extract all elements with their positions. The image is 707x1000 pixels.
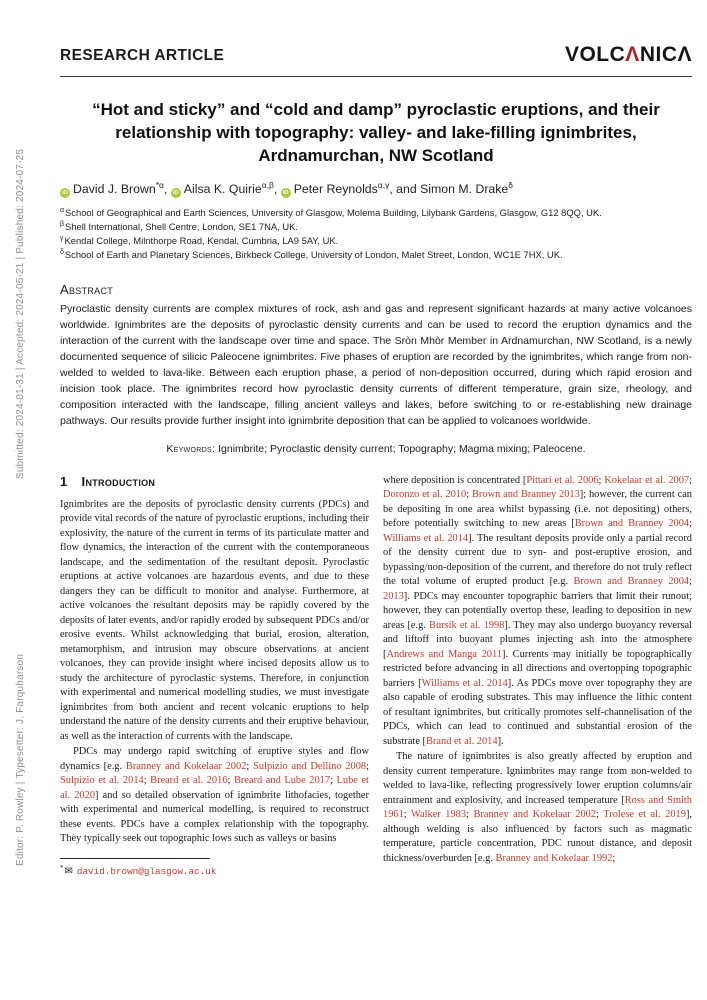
body-text: ; (227, 775, 234, 787)
citation-link[interactable]: Lube et al. 2020 (60, 775, 369, 801)
body-text: ; (689, 518, 692, 530)
body-text: ; (403, 809, 411, 821)
body-text: ]. The resultant deposits provide only a partial record of the density current due to syn- and post-eruptive erosion, and bypassing/non-deposition of the current, and therefore do not truly reflect the total volume of erupted product [e.g. (383, 532, 692, 588)
author-name: Peter Reynolds (293, 182, 378, 197)
article-type-label: RESEARCH ARTICLE (60, 47, 225, 64)
citation-link[interactable]: Sulpizio and Dellino 2008 (253, 760, 367, 772)
author-separator: , and (389, 182, 421, 197)
body-text: ]. (497, 735, 504, 747)
citation-link[interactable]: Breard et al. 2016 (150, 775, 228, 787)
affiliation-line: $^\alpha$School of Geographical and Earth Sciences, University of Glasgow, Molema Building, Lilybank Gardens, Glasgow, G12 8QQ, UK. (60, 207, 602, 219)
body-text: ; (612, 852, 616, 864)
citation-link[interactable]: Branney and Kokelaar 2002 (473, 809, 597, 821)
citation-link[interactable]: Brown and Branney 2013 (472, 489, 580, 501)
body-text: where deposition is concentrated [ (383, 474, 527, 486)
keywords-line (60, 443, 692, 455)
body-text: ]. As PDCs move over topography they are also capable of eroding substrates. This may influence the lithic content of resultant ignimbrites, but critically promotes self-channelisation of the PDCs, which can lead to continued and substantial erosion of the substrate [ (383, 677, 692, 747)
body-text: ; (366, 760, 369, 772)
body-text: ; (330, 775, 337, 787)
body-text: ; (466, 809, 474, 821)
citation-link[interactable]: Brown and Branney 2004 (574, 518, 690, 530)
orcid-icon[interactable]: iD (60, 188, 70, 198)
corresponding-author-footnote (60, 858, 369, 877)
citation-link[interactable]: Doronzo et al. 2010 (383, 489, 467, 501)
body-text: Ignimbrites are the deposits of pyroclastic density currents (PDCs) and provide vital records of the nature of pyroclastic eruptions, including their explosivity, the nature of the current in terms of its particulate matter and flow dynamics, the interaction of the current with the contemporaneous landscape, and the sedimentation of the resultant deposit. Pyroclastic eruptions at active volcanoes are hazardous events, and due to these dangers they can be difficult to monitor and analyse. Furthermore, at active volcanoes the resultant deposits may be rapidly covered by the deposits of later events, and/or rapidly eroded by subsequent PDCs and/or erosive events. Whilst acknowledging that burial, erosion, alteration, metamorphism, and intrusion may obscure observations at ancient volcanoes, they can provide insight where incised deposits allow us to study the architecture of pyroclastic systems. Therefore, in conjunction with experimental and numerical modelling studies, we must investigate ignimbrites from both ancient and recent volcanic eruptions to help understand the nature of the density currents and their eruptive behaviour, as well as the interaction of currents with the landscape. (60, 498, 369, 742)
affiliation-line: $^\beta$Shell International, Shell Centre, London, SE1 7NA, UK. (60, 221, 298, 233)
orcid-icon[interactable]: iD (171, 188, 181, 198)
paragraph (60, 745, 369, 847)
body-text: ]. Currents may initially be topographically restricted before advancing in all directions and overtopping topographic barriers [ (383, 648, 693, 689)
body-text: ]. PDCs may encounter topographic barriers that limit their runout; however, they can potentially overtop these, leading to deposition in new areas [e.g. (383, 590, 692, 631)
abstract-heading: Abstract (60, 281, 114, 297)
citation-link[interactable]: Pittari et al. 2006 (526, 474, 599, 486)
section-number: 1 (60, 473, 68, 489)
paper-title: “Hot and sticky” and “cold and damp” pyroclastic eruptions, and their relationship with topography: valley- and lake-filling ignimbrites, Ardnamurchan, NW Scotland (92, 100, 660, 165)
author-affiliation-superscript: α,β (261, 180, 274, 190)
citation-link[interactable]: Brand et al. 2014 (426, 735, 498, 747)
paragraph (383, 750, 692, 866)
paragraph (383, 474, 692, 750)
footnote-marker: * (60, 863, 64, 872)
affiliation-line: $^\delta$School of Earth and Planetary Sciences, Birkbeck College, University of London, Malet Street, London, WC1E 7HX, UK. (60, 249, 563, 261)
orcid-icon[interactable]: iD (281, 188, 291, 198)
citation-link[interactable]: Branney and Kokelaar 1992 (495, 852, 613, 864)
citation-link[interactable]: Ross and Smith 1961 (383, 794, 692, 821)
body-text: PDCs may undergo rapid switching of eruptive styles and flow dynamics [e.g. (60, 746, 369, 772)
corresponding-author-email[interactable]: david.brown@glasgow.ac.uk (76, 865, 217, 877)
submission-dates: Submitted: 2024-01-31 | Accepted: 2024-05-21 | Published: 2024-07-25 (15, 148, 26, 479)
author-name: Ailsa K. Quirie (183, 182, 262, 197)
citation-link[interactable]: Williams et al. 2014 (383, 532, 469, 544)
body-text: ; (689, 474, 692, 486)
affiliation-line: $^\gamma$Kendal College, Milnthorpe Road, Kendal, Cumbria, LA9 5AY, UK. (60, 235, 339, 247)
body-text: ; (143, 775, 151, 787)
paragraph (60, 498, 369, 745)
citation-link[interactable]: Trolese et al. 2019 (603, 809, 686, 821)
body-text: ; (689, 576, 693, 588)
left-column (60, 474, 369, 877)
body-text: ]; however, the current can be depositing in one area whilst bypassing (i.e. not depositing) others, before potentially switching to new areas [ (383, 489, 692, 530)
footnote-rule (60, 858, 210, 859)
affiliations (60, 205, 692, 262)
body-text: The nature of ignimbrites is also greatly affected by eruption and density current temperature. Ignimbrites may range from non-welded to welded to lava-like, reflecting progressively lower eruption columns/air entrainment and explosivity, and increased temperature [ (383, 751, 692, 806)
editor-typesetter-credits: Editor: P. Rowley | Typesetter: J. Farquharson (15, 653, 26, 866)
body-text: ; (246, 760, 254, 772)
author-affiliation-superscript: *α (155, 180, 164, 190)
logo-red-lambda: Λ (625, 43, 640, 66)
citation-link[interactable]: Walker 1983 (411, 809, 467, 821)
author-name: David J. Brown (73, 182, 156, 197)
abstract-text: Pyroclastic density currents are complex mixtures of rock, ash and gas and represent significant hazards at many active volcanoes worldwide. Ignimbrites are the deposits of pyroclastic density currents and can be used to record the eruption dynamics and the interaction of the current with the landscape over time and space. The Sròn Mhòr Member in Ardnamurchan, NW Scotland, is a newly documented sequence of silicic Paleocene ignimbrites. Five phases of eruption are recorded by the ignimbrites, which range from non-welded to welded to lava-like. Between each eruption phase, a period of non-deposition occurred, during which rapid erosion and incision took place. The ignimbrites record how pyroclastic density currents of different temperature, grain size, rheology, and composition interacted with the landscape, filling ancient valleys and lakes, before switching to or re-establishing new drainage pathways. Our results provide further insight into ignimbrite deposition that can be applied to volcanoes worldwide. (60, 302, 692, 427)
journal-header (60, 44, 692, 77)
keywords-text: Ignimbrite; Pyroclastic density current; Topography; Magma mixing; Paleocene. (215, 442, 586, 455)
body-text: ] and so detailed observation of ignimbrite lithofacies, together with experimental and numerical modelling, is required to reconstruct these events. PDCs have a complex relationship with the topography. They typically seek out topographic lows such as valleys or basins (60, 789, 369, 845)
body-text: ], although welding is also influenced by factors such as magmatic temperature, particle concentration, PDC runout distance, and deposit thickness/overburden [e.g. (383, 809, 693, 864)
citation-link[interactable]: Sulpizio et al. 2014 (60, 775, 144, 787)
citation-link[interactable]: Bursik et al. 1998 (429, 619, 505, 631)
body-columns (60, 474, 692, 877)
citation-link[interactable]: Breard and Lube 2017 (233, 775, 331, 787)
citation-link[interactable]: Brown and Branney 2004 (573, 576, 690, 588)
author-separator: , (273, 182, 281, 197)
section-1-heading (60, 474, 369, 489)
body-text: ]. They may also undergo buoyancy reversal and liftoff into buoyant plumes injecting ash into the atmosphere [ (383, 619, 692, 660)
citation-link[interactable]: 2013 (383, 590, 404, 602)
body-text: ; (598, 474, 605, 486)
citation-link[interactable]: Andrews and Manga 2011 (386, 648, 502, 660)
content-area (60, 44, 692, 877)
author-name: Simon M. Drake (420, 182, 509, 197)
envelope-icon: ✉ (64, 865, 73, 877)
author-separator: , (163, 182, 171, 197)
body-text: ; (466, 489, 472, 501)
citation-link[interactable]: Branney and Kokelaar 2002 (125, 760, 247, 772)
author-affiliation-superscript: δ (508, 180, 513, 190)
citation-link[interactable]: Williams et al. 2014 (421, 677, 508, 689)
section-title: Introduction (81, 473, 156, 489)
author-affiliation-superscript: α,γ (377, 180, 390, 190)
citation-link[interactable]: Kokelaar et al. 2007 (604, 474, 690, 486)
keywords-label: Keywords: (166, 442, 216, 455)
right-column (383, 474, 692, 877)
body-text: ; (596, 809, 604, 821)
author-list (60, 180, 692, 198)
volcanica-logo: VOLCΛNICΛ (564, 43, 692, 66)
